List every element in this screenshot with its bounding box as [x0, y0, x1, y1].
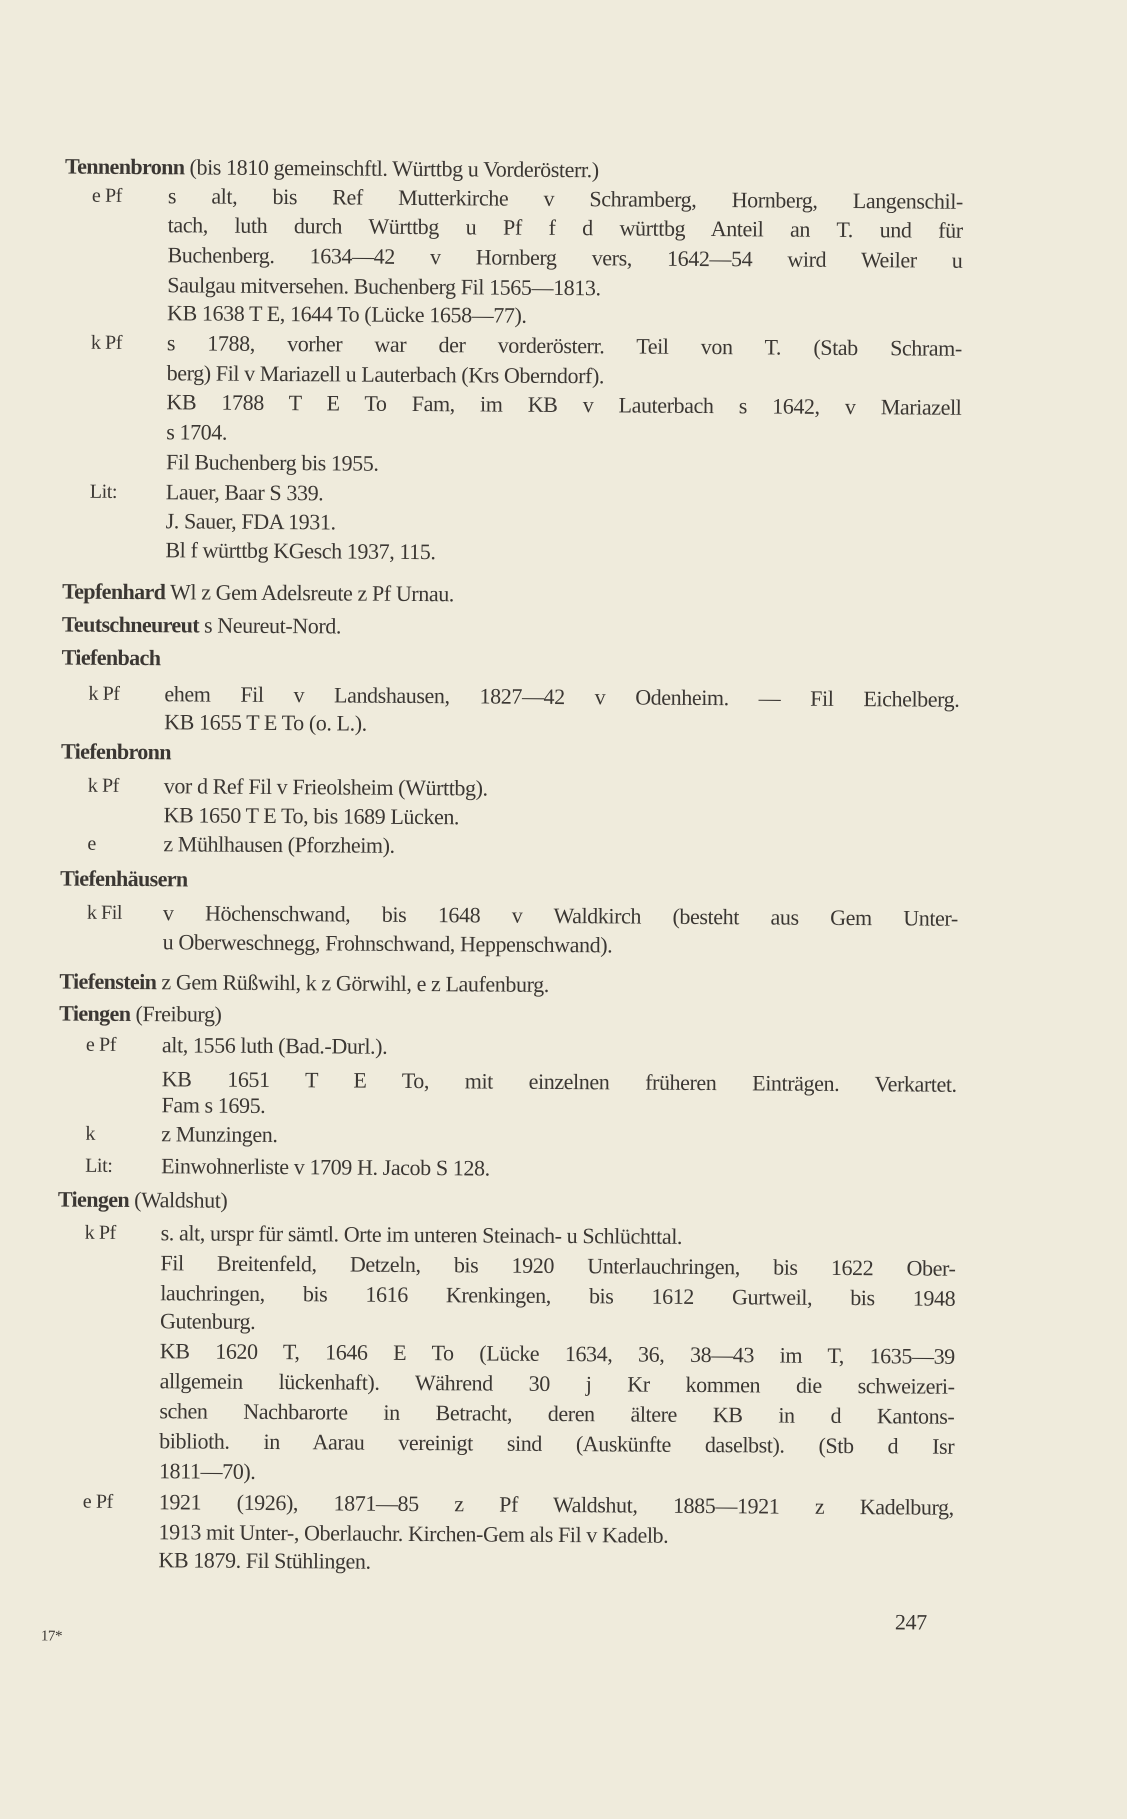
line-text: ehem Fil v Landshausen, 1827—42 v Odenheim. — Fil Eichelberg.	[164, 681, 960, 712]
line-text: biblioth. in Aarau vereinigt sind (Auskünfte daselbst). (Stb d Isr	[159, 1428, 955, 1459]
place-name: Tepfenhard	[62, 578, 166, 605]
line-text: Fam s 1695.	[161, 1092, 266, 1118]
text-line	[0, 1150, 1125, 1188]
section-label: e Pf	[82, 1490, 113, 1513]
place-name: Tiefenhäusern	[60, 865, 188, 892]
line-text: KB 1620 T, 1646 E To (Lücke 1634, 36, 38—43 im T, 1635—39	[159, 1338, 955, 1369]
place-name: Tiefenbronn	[60, 738, 172, 765]
line-text: vor d Ref Fil v Frieolsheim (Württbg).	[163, 773, 488, 801]
line-text: KB 1651 T E To, mit einzelnen früheren Einträgen. Verkartet.	[161, 1066, 957, 1097]
line-text: Fil Breitenfeld, Detzeln, bis 1920 Unterlauchringen, bis 1622 Ober-	[160, 1250, 956, 1281]
line-text: s 1788, vorher war der vorderösterr. Teil von T. (Stab Schram-	[166, 330, 962, 361]
line-text: J. Sauer, FDA 1931.	[165, 508, 336, 535]
section-label: e Pf	[91, 184, 123, 207]
entry-note: s Neureut-Nord.	[204, 612, 342, 639]
entry-note: (Freiburg)	[135, 1001, 222, 1027]
section-label: e Pf	[85, 1033, 117, 1056]
section-label: k Pf	[90, 331, 123, 354]
line-text: 1921 (1926), 1871—85 z Pf Waldshut, 1885—1921 z Kadelburg,	[158, 1489, 954, 1520]
line-text: alt, 1556 luth (Bad.-Durl.).	[161, 1032, 388, 1059]
line-text: lauchringen, bis 1616 Krenkingen, bis 1612 Gurtweil, bis 1948	[160, 1280, 956, 1311]
line-text: 1811—70).	[158, 1458, 256, 1484]
line-text: berg) Fil v Mariazell u Lauterbach (Krs Oberndorf).	[166, 360, 605, 389]
line-text: schen Nachbarorte in Betracht, deren ältere KB in d Kantons-	[159, 1398, 955, 1429]
line-text: v Höchenschwand, bis 1648 v Waldkirch (besteht aus Gem Unter-	[162, 900, 958, 931]
line-text: s alt, bis Ref Mutterkirche v Schramberg, Hornberg, Langenschil-	[167, 183, 963, 214]
line-text: Bl f württbg KGesch 1937, 115.	[165, 537, 436, 565]
line-text: 1913 mit Unter-, Oberlauchr. Kirchen-Gem als Fil v Kadelb.	[158, 1519, 669, 1548]
section-label: k Fil	[86, 901, 123, 924]
line-text: tach, luth durch Württbg u Pf f d württbg Anteil an T. und für	[167, 212, 963, 243]
entry-heading	[2, 609, 1127, 647]
line-text: s. alt, urspr für sämtl. Orte im unteren Steinach- u Schlüchttal.	[160, 1220, 683, 1249]
section-label: e	[87, 832, 96, 855]
page-number: 247	[894, 1609, 927, 1635]
entry-note: (bis 1810 gemeinschftl. Württbg u Vorderösterr.)	[189, 154, 599, 183]
entry-note: Wl z Gem Adelsreute z Pf Urnau.	[169, 579, 455, 607]
line-text: KB 1655 T E To (o. L.).	[164, 709, 367, 736]
line-text: z Mühlhausen (Pforzheim).	[163, 831, 395, 858]
entry-heading	[2, 642, 1127, 680]
place-name: Tiengen	[59, 1000, 131, 1027]
line-text: KB 1879. Fil Stühlingen.	[158, 1547, 371, 1574]
line-text: s 1704.	[166, 419, 228, 445]
line-text: Fil Buchenberg bis 1955.	[165, 449, 379, 476]
place-name: Tiengen	[57, 1186, 130, 1212]
entry-note: z Gem Rüßwihl, k z Görwihl, e z Laufenburg.	[161, 969, 549, 997]
signature-mark: 17*	[40, 1628, 63, 1645]
line-text: u Oberweschnegg, Frohnschwand, Heppenschwand).	[162, 929, 613, 958]
line-text: Saulgau mitversehen. Buchenberg Fil 1565—1813.	[167, 272, 601, 301]
place-name: Tiefenstein	[59, 968, 157, 995]
line-text: KB 1788 T E To Fam, im KB v Lauterbach s 1642, v Mariazell	[166, 389, 962, 420]
section-label: k Pf	[87, 774, 120, 797]
entry-heading	[0, 966, 1126, 1004]
line-text: Einwohnerliste v 1709 H. Jacob S 128.	[161, 1153, 490, 1181]
line-text: Buchenberg. 1634—42 v Hornberg vers, 1642—54 wird Weiler u	[167, 242, 963, 273]
line-text: Gutenburg.	[159, 1308, 256, 1334]
entry-heading	[0, 863, 1127, 901]
entry-heading	[0, 1184, 1125, 1222]
place-name: Teutschneureut	[61, 611, 200, 638]
section-label: k Pf	[88, 682, 120, 705]
place-name: Tennenbronn	[65, 153, 185, 180]
line-text: allgemein lückenhaft). Während 30 j Kr kommen die schweizeri-	[159, 1368, 955, 1399]
line-text: KB 1638 T E, 1644 To (Lücke 1658—77).	[167, 300, 527, 328]
line-text: Lauer, Baar S 339.	[165, 479, 324, 506]
section-label: k Pf	[84, 1221, 116, 1244]
entry-note: (Waldshut)	[134, 1187, 228, 1213]
line-text: z Munzingen.	[161, 1121, 278, 1148]
section-label: Lit:	[85, 1154, 113, 1177]
section-label: Lit:	[89, 480, 118, 503]
section-label: k	[85, 1122, 96, 1145]
entry-heading	[2, 576, 1127, 614]
line-text: KB 1650 T E To, bis 1689 Lücken.	[163, 802, 460, 830]
place-name: Tiefenbach	[61, 644, 161, 671]
